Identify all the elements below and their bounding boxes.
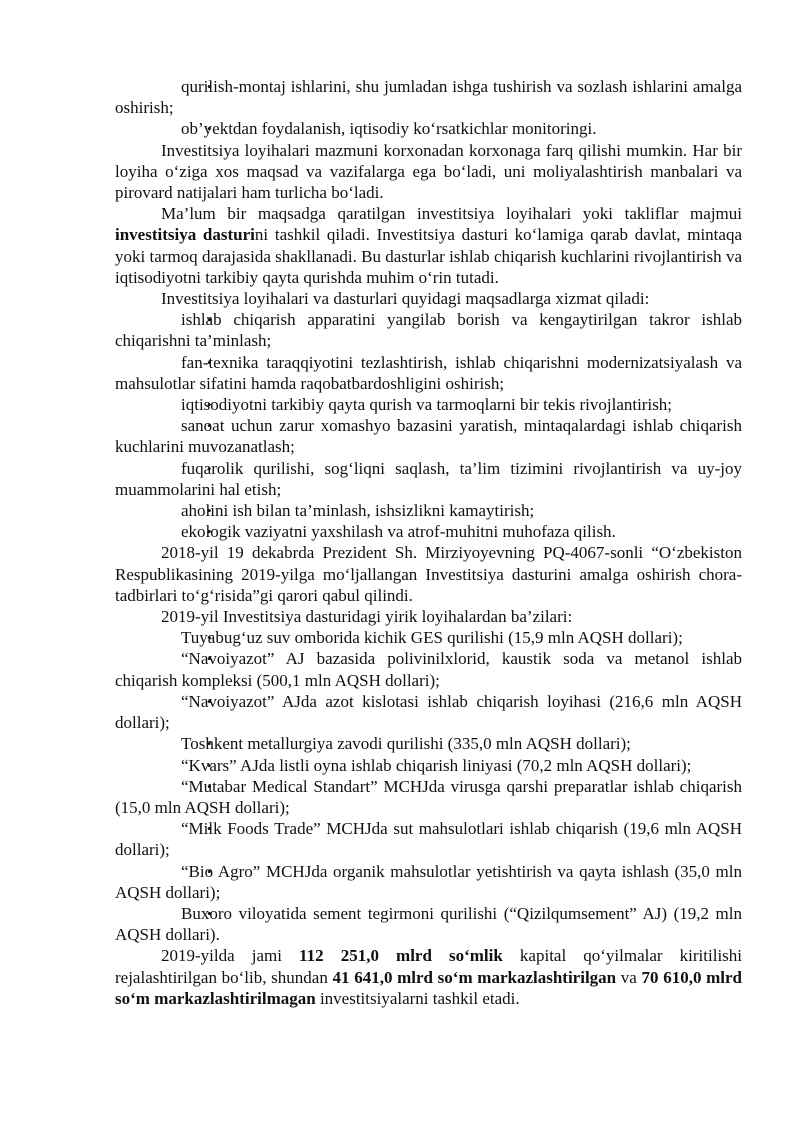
paragraph-text: investitsiyalarni tashkil etadi. (315, 988, 520, 1008)
paragraph: Investitsiya loyihalari mazmuni korxonadan korxonaga farq qilishi mumkin. Har bir loyiha o‘ziga xos maqsad va vazifalarga ega bo‘ladi, uni moliyalashtirish manbalari va pirovard natijalari ham turlicha bo‘ladi. (115, 140, 742, 203)
bullet-item (115, 776, 742, 818)
bullet-item (115, 500, 742, 521)
paragraph (115, 203, 742, 288)
bullet-item (115, 394, 742, 415)
bullet-item (115, 458, 742, 500)
bold-term: 112 251,0 mlrd so‘mlik (299, 946, 503, 966)
bullet-text: “Kvars” AJda listli oyna ishlab chiqarish liniyasi (70,2 mln AQSH dollari); (181, 755, 692, 775)
bullet-item (115, 352, 742, 394)
bullet-text: ekologik vaziyatni yaxshilash va atrof-muhitni muhofaza qilish. (181, 522, 616, 542)
paragraph-text: kapital qo‘yilmalar kiritilishi rejalashtirilgan bo‘lib, shundan (115, 946, 743, 987)
bullet-text: fuqarolik qurilishi, sog‘liqni saqlash, ta’lim tizimini rivojlantirish va uy-joy muammolarini hal etish; (115, 458, 742, 499)
bullet-item (115, 309, 742, 351)
bullet-text: aholini ish bilan ta’minlash, ishsizlikni kamaytirish; (181, 501, 535, 521)
bullet-text: qurilish-montaj ishlarini, shu jumladan ishga tushirish va sozlash ishlarini amalga oshirish; (115, 77, 742, 118)
bullet-text: iqtisodiyotni tarkibiy qayta qurish va tarmoqlarni bir tekis rivojlantirish; (181, 395, 673, 415)
bullet-text: “Mutabar Medical Standart” MCHJda virusga qarshi preparatlar ishlab chiqarish (15,0 mln AQSH dollari); (115, 776, 742, 817)
document-body (115, 76, 742, 1009)
bullet-text: “Milk Foods Trade” MCHJda sut mahsulotlari ishlab chiqarish (19,6 mln AQSH dollari); (115, 819, 742, 860)
bullet-text: sanoat uchun zarur xomashyo bazasini yaratish, mintaqalardagi ishlab chiqarish kuchlarini muvozanatlash; (115, 416, 742, 457)
paragraph-text: 2019-yilda jami (161, 946, 300, 966)
bullet-text: Tuyabug‘uz suv omborida kichik GES qurilishi (15,9 mln AQSH dollari); (181, 628, 683, 648)
bullet-text: “Bio Agro” MCHJda organik mahsulotlar yetishtirish va qayta ishlash (35,0 mln AQSH dollari); (115, 861, 742, 902)
paragraph-text: va (616, 967, 642, 987)
bullet-text: fan-texnika taraqqiyotini tezlashtirish, ishlab chiqarishni modernizatsiyalash va mahsulotlar sifatini hamda raqobatbardoshligini oshirish; (115, 352, 742, 393)
bullet-item (115, 76, 742, 118)
bullet-text: ishlab chiqarish apparatini yangilab borish va kengaytirilgan takror ishlab chiqarishni ta’minlash; (115, 310, 742, 351)
paragraph: 2019-yil Investitsiya dasturidagi yirik loyihalardan ba’zilari: (161, 607, 573, 627)
paragraph: Investitsiya loyihalari va dasturlari quyidagi maqsadlarga xizmat qiladi: (161, 289, 650, 309)
bullet-item (115, 755, 742, 776)
bullet-item (115, 691, 742, 733)
bullet-item (115, 415, 742, 457)
bullet-text: ob’yektdan foydalanish, iqtisodiy ko‘rsatkichlar monitoringi. (181, 119, 597, 139)
bullet-text: “Navoiyazot” AJ bazasida polivinilxlorid, kaustik soda va metanol ishlab chiqarish kompleksi (500,1 mln AQSH dollari); (115, 649, 742, 690)
paragraph: 2018-yil 19 dekabrda Prezident Sh. Mirziyoyevning PQ-4067-sonli “O‘zbekiston Respublikasining 2019-yilga mo‘ljallangan Investitsiya dasturini amalga oshirish chora-tadbirlari to‘g‘risida”gi qarori qabul qilindi. (115, 543, 742, 605)
bold-term: 41 641,0 mlrd so‘m markazlashtirilgan (332, 967, 617, 987)
bullet-item (115, 648, 742, 690)
bullet-item (115, 903, 742, 945)
paragraph (115, 945, 742, 1009)
paragraph-text: Ma’lum bir maqsadga qaratilgan investitsiya loyihalari yoki takliflar majmui (161, 204, 742, 224)
bold-term: 70 610,0 mlrd so‘m markazlashtirilmagan (115, 967, 743, 1008)
bullet-item (115, 521, 742, 542)
bullet-item (115, 118, 742, 139)
paragraph-text: ni tashkil qiladi. Investitsiya dasturi ko‘lamiga qarab davlat, mintaqa yoki tarmoq darajasida shakllanadi. Bu dasturlar ishlab chiqarish kuchlarini rivojlantirish va iqtisodiyotni tarkibiy qayta qurishda muhim o‘rin tutadi. (115, 225, 742, 287)
bullet-text: Buxoro viloyatida sement tegirmoni qurilishi (“Qizilqumsement” AJ) (19,2 mln AQSH dollari). (115, 903, 742, 945)
bullet-item (115, 733, 742, 754)
bullet-item (115, 818, 742, 860)
bullet-item (115, 861, 742, 903)
bullet-text: Toshkent metallurgiya zavodi qurilishi (335,0 mln AQSH dollari); (181, 734, 631, 754)
bullet-text: “Navoiyazot” AJda azot kislotasi ishlab chiqarish loyihasi (216,6 mln AQSH dollari); (115, 691, 742, 733)
bold-term: investitsiya dasturi (115, 225, 255, 245)
bullet-item (115, 627, 742, 648)
